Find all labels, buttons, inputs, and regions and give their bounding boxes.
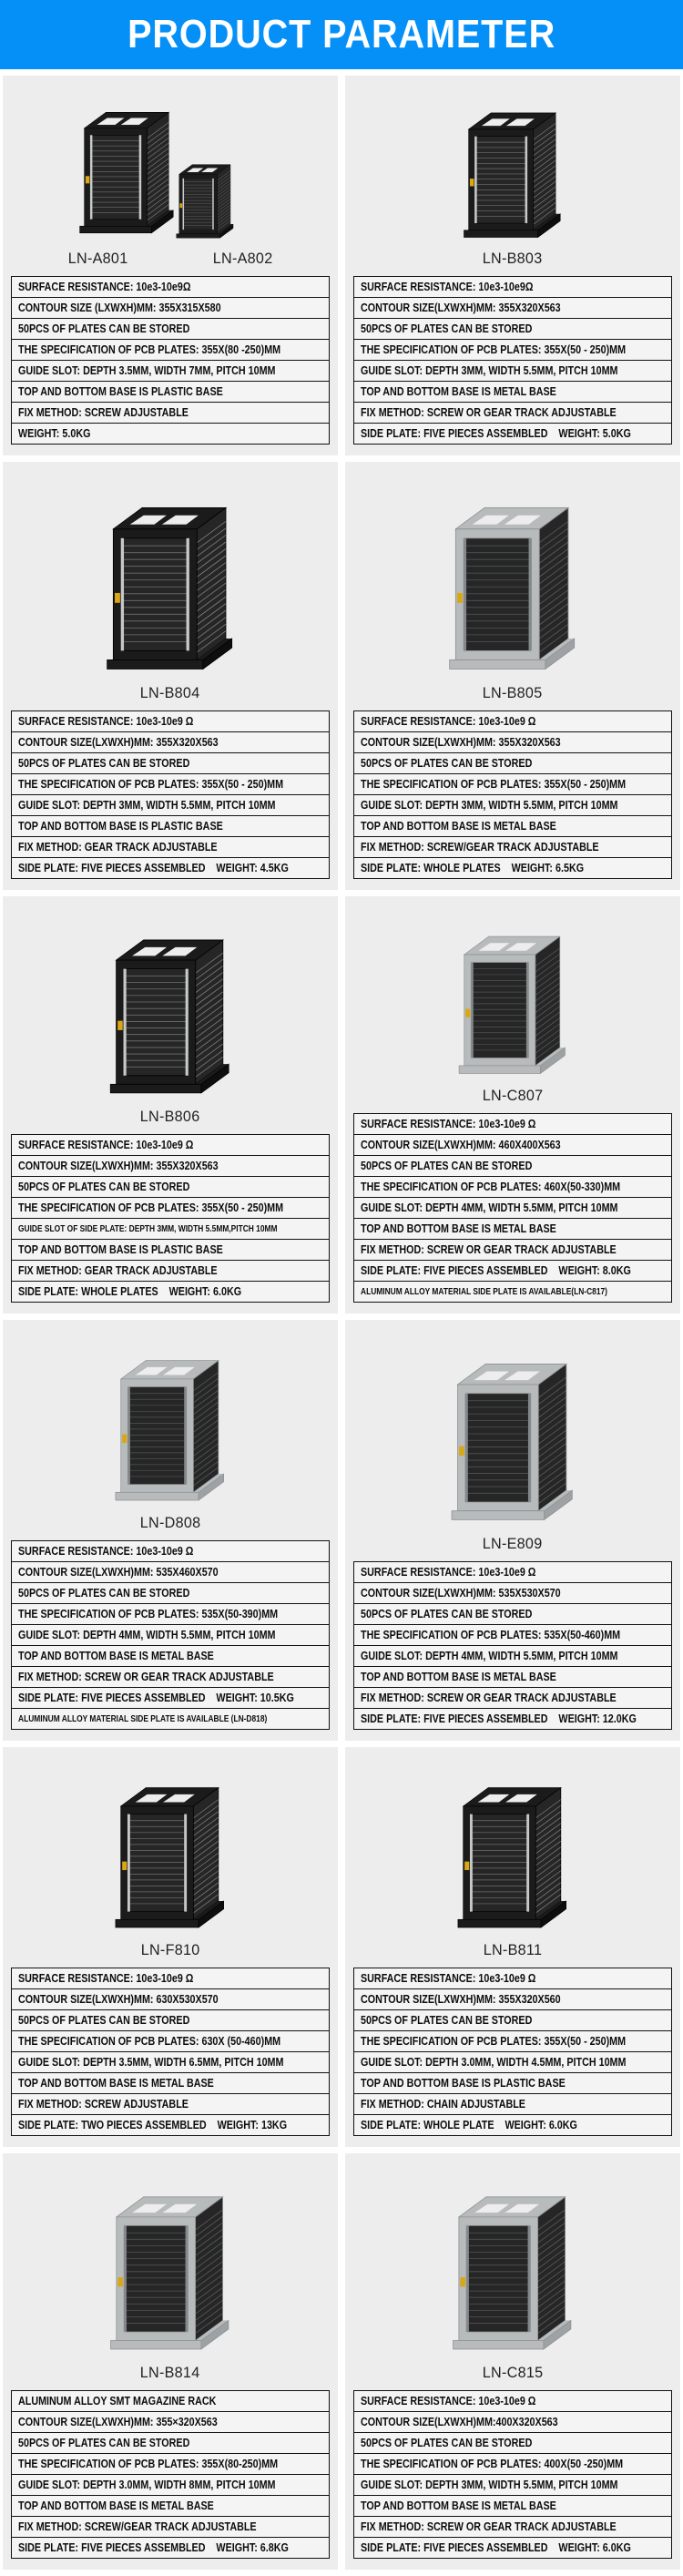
spec-text: THE SPECIFICATION OF PCB PLATES: 535X(50-390)MM (18, 1608, 279, 1620)
spec-text: SIDE PLATE: FIVE PIECES ASSEMBLED WEIGHT: 6.8KG (18, 2541, 289, 2554)
spec-row (12, 752, 329, 773)
spec-text: SURFACE RESISTANCE: 10e3-10e9 Ω (18, 1139, 194, 1151)
spec-text: FIX METHOD: SCREW/GEAR TRACK ADJUSTABLE (361, 841, 599, 854)
spec-row (12, 857, 329, 878)
spec-text: SURFACE RESISTANCE: 10e3-10e9 Ω (361, 1118, 536, 1130)
spec-text: SURFACE RESISTANCE: 10e3-10e9 Ω (18, 715, 194, 728)
spec-row (12, 1645, 329, 1666)
spec-row (12, 1988, 329, 2009)
spec-row (12, 1281, 329, 1302)
spec-row (354, 1239, 671, 1260)
spec-row (354, 1197, 671, 1218)
magazine-rack-illustration (79, 1338, 261, 1503)
spec-text: THE SPECIFICATION OF PCB PLATES: 400X(50 -250)MM (361, 2458, 624, 2470)
product-image (345, 896, 680, 1085)
spec-row (12, 2495, 329, 2516)
product-card (3, 2153, 338, 2570)
spec-row (354, 2537, 671, 2558)
spec-row (12, 339, 329, 360)
spec-text: TOP AND BOTTOM BASE IS METAL BASE (361, 2499, 556, 2512)
spec-text: GUIDE SLOT: DEPTH 4MM, WIDTH 5.5MM, PITCH 10MM (18, 1629, 276, 1641)
spec-row (354, 1582, 671, 1603)
spec-row (354, 1687, 671, 1708)
spec-text: TOP AND BOTTOM BASE IS PLASTIC BASE (361, 2077, 566, 2090)
spec-row (354, 2009, 671, 2030)
spec-row (12, 1260, 329, 1281)
spec-row (12, 2114, 329, 2135)
product-image (3, 2153, 338, 2362)
product-model-label: LN-A802 (212, 250, 273, 267)
magazine-rack-illustration (79, 482, 261, 672)
spec-table (353, 2390, 672, 2559)
spec-text: 50PCS OF PLATES CAN BE STORED (361, 2437, 533, 2449)
spec-row (12, 1197, 329, 1218)
spec-text: CONTOUR SIZE (LXWXH)MM: 355X315X580 (18, 302, 221, 314)
spec-text: SIDE PLATE: WHOLE PLATES WEIGHT: 6.5KG (361, 862, 585, 874)
spec-row (354, 836, 671, 857)
spec-text: SIDE PLATE: WHOLE PLATE WEIGHT: 6.0KG (361, 2119, 577, 2131)
model-labels (3, 684, 338, 702)
spec-row (354, 1281, 671, 1302)
spec-text: THE SPECIFICATION OF PCB PLATES: 355X(80 -250)MM (18, 343, 281, 356)
page-header (0, 0, 683, 69)
spec-text: CONTOUR SIZE(LXWXH)MM: 355X320X563 (361, 736, 561, 749)
spec-row (354, 297, 671, 318)
spec-row (354, 1666, 671, 1687)
spec-text: SIDE PLATE: FIVE PIECES ASSEMBLED WEIGHT: 4.5KG (18, 862, 289, 874)
spec-row (12, 2093, 329, 2114)
spec-row (12, 711, 329, 731)
spec-text: TOP AND BOTTOM BASE IS METAL BASE (18, 2077, 214, 2090)
spec-row (12, 381, 329, 402)
spec-text: 50PCS OF PLATES CAN BE STORED (361, 322, 533, 335)
spec-text: FIX METHOD: SCREW OR GEAR TRACK ADJUSTABLE (361, 1243, 617, 1256)
spec-text: GUIDE SLOT OF SIDE PLATE: DEPTH 3MM, WIDTH 5.5MM,PITCH 10MM (18, 1223, 278, 1234)
spec-text: SURFACE RESISTANCE: 10e3-10e9 Ω (361, 715, 536, 728)
spec-row (12, 1603, 329, 1624)
spec-row (12, 1968, 329, 1988)
spec-text: THE SPECIFICATION OF PCB PLATES: 355X(50 - 250)MM (18, 778, 284, 791)
spec-text: GUIDE SLOT: DEPTH 3.5MM, WIDTH 7MM, PITCH 10MM (18, 364, 276, 377)
spec-text: FIX METHOD: SCREW ADJUSTABLE (18, 406, 189, 419)
spec-row (12, 1541, 329, 1561)
spec-row (354, 794, 671, 815)
product-card (345, 2153, 680, 2570)
spec-text: SIDE PLATE: FIVE PIECES ASSEMBLED WEIGHT: 8.0KG (361, 1264, 631, 1277)
spec-text: GUIDE SLOT: DEPTH 3.0MM, WIDTH 8MM, PITCH 10MM (18, 2479, 276, 2491)
model-labels (3, 1108, 338, 1126)
spec-row (354, 1218, 671, 1239)
spec-text: THE SPECIFICATION OF PCB PLATES: 355X(80-250)MM (18, 2458, 279, 2470)
spec-row (354, 2474, 671, 2495)
spec-text: GUIDE SLOT: DEPTH 3.0MM, WIDTH 4.5MM, PITCH 10MM (361, 2056, 627, 2069)
spec-row (354, 360, 671, 381)
spec-text: GUIDE SLOT: DEPTH 4MM, WIDTH 5.5MM, PITCH 10MM (361, 1201, 618, 1214)
spec-table (353, 1113, 672, 1303)
model-labels (3, 2364, 338, 2382)
spec-text: SURFACE RESISTANCE: 10e3-10e9Ω (361, 281, 534, 293)
product-model-label: LN-B814 (140, 2364, 200, 2381)
spec-text: SURFACE RESISTANCE: 10e3-10e9 Ω (361, 1972, 536, 1985)
spec-text: TOP AND BOTTOM BASE IS PLASTIC BASE (18, 820, 223, 833)
spec-row (12, 1624, 329, 1645)
spec-text: FIX METHOD: SCREW ADJUSTABLE (18, 2098, 189, 2111)
spec-text: 50PCS OF PLATES CAN BE STORED (18, 1587, 190, 1600)
spec-row (354, 1988, 671, 2009)
spec-row (354, 1603, 671, 1624)
spec-text: THE SPECIFICATION OF PCB PLATES: 355X(50 - 250)MM (361, 343, 627, 356)
spec-text: TOP AND BOTTOM BASE IS METAL BASE (18, 2499, 214, 2512)
spec-text: 50PCS OF PLATES CAN BE STORED (18, 1181, 190, 1193)
spec-text: SURFACE RESISTANCE: 10e3-10e9 Ω (18, 1972, 194, 1985)
spec-text: SIDE PLATE: FIVE PIECES ASSEMBLED WEIGHT: 5.0KG (361, 427, 631, 440)
spec-row (354, 1114, 671, 1134)
spec-text: ALUMINUM ALLOY SMT MAGAZINE RACK (18, 2395, 217, 2407)
spec-row (354, 277, 671, 297)
spec-text: FIX METHOD: SCREW/GEAR TRACK ADJUSTABLE (18, 2520, 257, 2533)
model-labels (345, 1087, 680, 1105)
product-card (345, 896, 680, 1314)
spec-text: FIX METHOD: SCREW OR GEAR TRACK ADJUSTABLE (361, 1692, 617, 1704)
spec-row (354, 1624, 671, 1645)
spec-row (354, 857, 671, 878)
spec-text: THE SPECIFICATION OF PCB PLATES: 355X(50 - 250)MM (361, 2035, 627, 2048)
spec-text: CONTOUR SIZE(LXWXH)MM: 630X530X570 (18, 1993, 219, 2006)
spec-row (12, 2432, 329, 2453)
spec-text: THE SPECIFICATION OF PCB PLATES: 355X(50 - 250)MM (361, 778, 627, 791)
spec-row (354, 1260, 671, 1281)
spec-text: WEIGHT: 5.0KG (18, 427, 91, 440)
spec-row (354, 1176, 671, 1197)
spec-text: CONTOUR SIZE(LXWXH)MM: 460X400X563 (361, 1139, 561, 1151)
spec-text: 50PCS OF PLATES CAN BE STORED (361, 1608, 533, 1620)
magazine-rack-illustration (34, 93, 307, 240)
spec-text: THE SPECIFICATION OF PCB PLATES: 630X (50-460)MM (18, 2035, 281, 2048)
spec-row (12, 1218, 329, 1239)
spec-text: 50PCS OF PLATES CAN BE STORED (18, 757, 190, 770)
spec-row (354, 2072, 671, 2093)
model-labels (3, 250, 338, 268)
spec-row (12, 1561, 329, 1582)
product-image (345, 1747, 680, 1939)
spec-row (12, 2516, 329, 2537)
product-image (3, 1320, 338, 1512)
model-labels (3, 1514, 338, 1532)
spec-text: ALUMINUM ALLOY MATERIAL SIDE PLATE IS AVAILABLE(LN-C817) (361, 1286, 607, 1297)
spec-row (354, 1155, 671, 1176)
spec-text: CONTOUR SIZE(LXWXH)MM: 355X320X560 (361, 1993, 561, 2006)
spec-text: TOP AND BOTTOM BASE IS METAL BASE (361, 1222, 556, 1235)
spec-text: GUIDE SLOT: DEPTH 3MM, WIDTH 5.5MM, PITCH 10MM (361, 364, 618, 377)
spec-text: GUIDE SLOT: DEPTH 3MM, WIDTH 5.5MM, PITCH 10MM (361, 2479, 618, 2491)
product-model-label: LN-C807 (482, 1087, 544, 1104)
product-model-label: LN-B811 (483, 1941, 543, 1958)
spec-text: GUIDE SLOT: DEPTH 3MM, WIDTH 5.5MM, PITCH 10MM (18, 799, 276, 812)
spec-row (354, 1968, 671, 1988)
model-labels (3, 1941, 338, 1959)
spec-row (12, 2537, 329, 2558)
product-image (345, 2153, 680, 2362)
spec-row (12, 1239, 329, 1260)
spec-text: SIDE PLATE: FIVE PIECES ASSEMBLED WEIGHT: 10.5KG (18, 1692, 294, 1704)
spec-row (12, 318, 329, 339)
spec-row (12, 423, 329, 444)
spec-row (354, 1708, 671, 1729)
spec-text: 50PCS OF PLATES CAN BE STORED (18, 2437, 190, 2449)
spec-row (354, 2495, 671, 2516)
spec-row (12, 2072, 329, 2093)
model-labels (345, 1941, 680, 1959)
magazine-rack-illustration (422, 1765, 604, 1930)
spec-table (11, 276, 330, 445)
spec-row (12, 2474, 329, 2495)
product-model-label: LN-C815 (482, 2364, 544, 2381)
spec-text: SURFACE RESISTANCE: 10e3-10e9Ω (18, 281, 191, 293)
spec-text: SIDE PLATE: FIVE PIECES ASSEMBLED WEIGHT: 12.0KG (361, 1712, 637, 1725)
spec-row (354, 2453, 671, 2474)
spec-row (12, 297, 329, 318)
spec-row (354, 2093, 671, 2114)
product-card (3, 1320, 338, 1741)
spec-row (354, 2051, 671, 2072)
spec-text: FIX METHOD: CHAIN ADJUSTABLE (361, 2098, 525, 2111)
model-labels (345, 250, 680, 268)
product-image (3, 462, 338, 682)
magazine-rack-illustration (422, 2172, 604, 2352)
spec-row (354, 2114, 671, 2135)
spec-text: TOP AND BOTTOM BASE IS METAL BASE (18, 1650, 214, 1662)
product-model-label: LN-B805 (483, 684, 543, 701)
spec-table (353, 1968, 672, 2136)
magazine-rack-illustration (422, 915, 604, 1076)
spec-text: GUIDE SLOT: DEPTH 3.5MM, WIDTH 6.5MM, PITCH 10MM (18, 2056, 284, 2069)
spec-text: TOP AND BOTTOM BASE IS PLASTIC BASE (18, 1243, 223, 1256)
spec-text: TOP AND BOTTOM BASE IS METAL BASE (361, 1671, 556, 1683)
spec-row (354, 381, 671, 402)
product-model-label: LN-A801 (67, 250, 128, 267)
spec-row (354, 318, 671, 339)
spec-text: CONTOUR SIZE(LXWXH)MM: 355X320X563 (18, 736, 219, 749)
spec-text: SURFACE RESISTANCE: 10e3-10e9 Ω (361, 1566, 536, 1579)
spec-text: TOP AND BOTTOM BASE IS METAL BASE (361, 820, 556, 833)
product-card (345, 1747, 680, 2147)
spec-text: FIX METHOD: GEAR TRACK ADJUSTABLE (18, 1264, 218, 1277)
magazine-rack-illustration (79, 1765, 261, 1930)
spec-text: 50PCS OF PLATES CAN BE STORED (361, 2014, 533, 2027)
spec-text: FIX METHOD: SCREW OR GEAR TRACK ADJUSTABLE (18, 1671, 274, 1683)
spec-row (354, 752, 671, 773)
model-labels (345, 2364, 680, 2382)
spec-text: THE SPECIFICATION OF PCB PLATES: 535X(50-460)MM (361, 1629, 621, 1641)
product-image (345, 462, 680, 682)
spec-text: CONTOUR SIZE(LXWXH)MM: 355×320X563 (18, 2416, 218, 2428)
spec-row (12, 1135, 329, 1155)
spec-row (12, 1176, 329, 1197)
spec-text: ALUMINUM ALLOY MATERIAL SIDE PLATE IS AVAILABLE (LN-D818) (18, 1713, 268, 1724)
spec-table (353, 276, 672, 445)
spec-row (12, 1708, 329, 1729)
spec-text: 50PCS OF PLATES CAN BE STORED (361, 757, 533, 770)
spec-text: GUIDE SLOT: DEPTH 4MM, WIDTH 5.5MM, PITCH 10MM (361, 1650, 618, 1662)
spec-row (354, 773, 671, 794)
product-card (3, 1747, 338, 2147)
spec-row (354, 2030, 671, 2051)
spec-text: GUIDE SLOT: DEPTH 3MM, WIDTH 5.5MM, PITCH 10MM (361, 799, 618, 812)
spec-row (12, 2009, 329, 2030)
spec-text: 50PCS OF PLATES CAN BE STORED (18, 322, 190, 335)
spec-row (12, 731, 329, 752)
spec-text: SIDE PLATE: TWO PIECES ASSEMBLED WEIGHT: 13KG (18, 2119, 288, 2131)
product-card (3, 462, 338, 890)
spec-text: SIDE PLATE: WHOLE PLATES WEIGHT: 6.0KG (18, 1285, 242, 1298)
spec-table (11, 2390, 330, 2559)
spec-text: FIX METHOD: SCREW OR GEAR TRACK ADJUSTABLE (361, 2520, 617, 2533)
spec-table (11, 1134, 330, 1303)
spec-row (354, 1645, 671, 1666)
spec-row (354, 1562, 671, 1582)
spec-text: 50PCS OF PLATES CAN BE STORED (18, 2014, 190, 2027)
model-labels (345, 1535, 680, 1553)
spec-row (12, 1687, 329, 1708)
spec-row (354, 2391, 671, 2411)
product-grid (0, 69, 683, 2576)
model-labels (345, 684, 680, 702)
spec-row (354, 2516, 671, 2537)
spec-row (12, 402, 329, 423)
spec-row (354, 339, 671, 360)
spec-text: FIX METHOD: GEAR TRACK ADJUSTABLE (18, 841, 218, 854)
spec-row (12, 1666, 329, 1687)
spec-table (11, 1540, 330, 1730)
spec-table (353, 710, 672, 879)
spec-row (12, 2391, 329, 2411)
spec-row (12, 360, 329, 381)
spec-text: TOP AND BOTTOM BASE IS PLASTIC BASE (18, 385, 223, 398)
spec-row (12, 836, 329, 857)
spec-row (12, 2453, 329, 2474)
spec-row (354, 2432, 671, 2453)
spec-text: TOP AND BOTTOM BASE IS METAL BASE (361, 385, 556, 398)
spec-text: CONTOUR SIZE(LXWXH)MM: 535X530X570 (361, 1587, 561, 1600)
spec-text: SIDE PLATE: FIVE PIECES ASSEMBLED WEIGHT: 6.0KG (361, 2541, 631, 2554)
spec-row (12, 815, 329, 836)
product-model-label: LN-B806 (140, 1108, 200, 1125)
product-image (3, 76, 338, 248)
spec-row (12, 2030, 329, 2051)
spec-text: CONTOUR SIZE(LXWXH)MM:400X320X563 (361, 2416, 558, 2428)
product-card (345, 1320, 680, 1741)
page-title: PRODUCT PARAMETER (127, 12, 556, 56)
spec-text: SURFACE RESISTANCE: 10e3-10e9 Ω (18, 1545, 194, 1558)
spec-row (12, 773, 329, 794)
product-model-label: LN-F810 (140, 1941, 200, 1958)
magazine-rack-illustration (422, 482, 604, 672)
spec-table (11, 1968, 330, 2136)
spec-table (11, 710, 330, 879)
spec-text: CONTOUR SIZE(LXWXH)MM: 535X460X570 (18, 1566, 219, 1579)
spec-text: THE SPECIFICATION OF PCB PLATES: 355X(50 - 250)MM (18, 1201, 284, 1214)
product-card (345, 462, 680, 890)
spec-table (353, 1561, 672, 1730)
spec-row (354, 402, 671, 423)
magazine-rack-illustration (79, 2172, 261, 2352)
spec-text: CONTOUR SIZE(LXWXH)MM: 355X320X563 (18, 1160, 219, 1172)
magazine-rack-illustration (422, 93, 604, 240)
product-model-label: LN-B804 (140, 684, 200, 701)
product-image (3, 1747, 338, 1939)
spec-text: SURFACE RESISTANCE: 10e3-10e9 Ω (361, 2395, 536, 2407)
product-image (345, 1320, 680, 1533)
product-card (3, 896, 338, 1314)
spec-row (12, 1155, 329, 1176)
product-model-label: LN-E809 (483, 1535, 543, 1552)
spec-text: FIX METHOD: SCREW OR GEAR TRACK ADJUSTABLE (361, 406, 617, 419)
product-card (345, 76, 680, 455)
product-model-label: LN-D808 (139, 1514, 201, 1531)
spec-text: 50PCS OF PLATES CAN BE STORED (361, 1160, 533, 1172)
spec-row (12, 277, 329, 297)
spec-row (12, 2051, 329, 2072)
product-image (345, 76, 680, 248)
spec-row (354, 423, 671, 444)
product-card (3, 76, 338, 455)
spec-row (354, 1134, 671, 1155)
spec-row (12, 794, 329, 815)
product-model-label: LN-B803 (483, 250, 543, 267)
spec-row (12, 2411, 329, 2432)
magazine-rack-illustration (79, 915, 261, 1096)
spec-text: CONTOUR SIZE(LXWXH)MM: 355X320X563 (361, 302, 561, 314)
spec-row (12, 1582, 329, 1603)
product-image (3, 896, 338, 1106)
magazine-rack-illustration (422, 1339, 604, 1523)
spec-row (354, 731, 671, 752)
spec-row (354, 815, 671, 836)
spec-text: THE SPECIFICATION OF PCB PLATES: 460X(50-330)MM (361, 1181, 621, 1193)
spec-row (354, 2411, 671, 2432)
spec-row (354, 711, 671, 731)
